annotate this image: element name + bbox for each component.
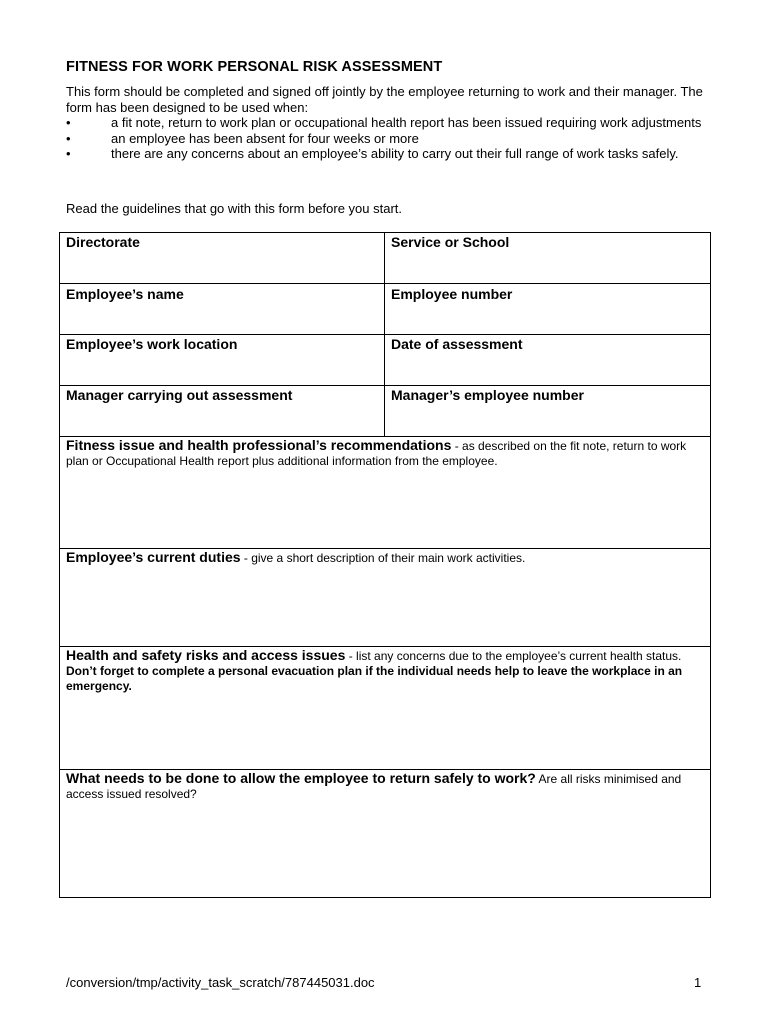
fitness-issue-field[interactable] (60, 437, 711, 549)
manager-label: Manager carrying out assessment (66, 387, 293, 403)
page-number: 1 (694, 975, 702, 990)
service-school-label: Service or School (391, 234, 510, 250)
manager-number-field[interactable] (385, 386, 711, 437)
form-row (60, 437, 711, 549)
bullet-icon: • (66, 130, 71, 146)
bullet-icon: • (66, 115, 71, 130)
intro-paragraph: This form should be completed and signed off jointly by the employee returning to work and their manager. The form has been designed to be used when: (66, 84, 703, 115)
date-assessment-label: Date of assessment (391, 336, 523, 352)
form-row (60, 770, 711, 898)
employee-name-field[interactable] (60, 284, 385, 335)
form-row (60, 233, 711, 284)
footer-file-path: /conversion/tmp/activity_task_scratch/787445031.doc (66, 975, 375, 990)
work-location-label: Employee’s work location (66, 336, 238, 352)
employee-number-label: Employee number (391, 286, 513, 302)
directorate-label: Directorate (66, 234, 140, 250)
date-assessment-field[interactable] (385, 335, 711, 386)
employee-name-label: Employee’s name (66, 286, 184, 302)
bullet-text: a fit note, return to work plan or occupational health report has been issued requiring work adjustments (111, 115, 702, 130)
fitness-issue-label: Fitness issue and health professional’s recommendations (66, 437, 452, 453)
health-safety-risks-description: - list any concerns due to the employee’s current health status. (345, 649, 682, 663)
service-school-field[interactable] (385, 233, 711, 284)
form-row (60, 284, 711, 335)
return-to-work-heading (66, 770, 704, 802)
document-title: FITNESS FOR WORK PERSONAL RISK ASSESSMENT (66, 59, 443, 75)
health-safety-risks-heading (66, 647, 704, 694)
current-duties-field[interactable] (60, 549, 711, 647)
form-row (60, 549, 711, 647)
fitness-issue-description: - as described on the fit note, return to work plan or Occupational Health report plus additional information from the employee. (66, 439, 687, 468)
bullet-text: there are any concerns about an employee’s ability to carry out their full range of work tasks safely. (111, 146, 679, 161)
list-item (66, 146, 706, 162)
current-duties-heading (66, 549, 704, 566)
form-row (60, 647, 711, 770)
health-safety-risks-label: Health and safety risks and access issues (66, 647, 346, 663)
form-row (60, 335, 711, 386)
manager-number-label: Manager’s employee number (391, 387, 584, 403)
list-item (66, 115, 706, 131)
return-to-work-field[interactable] (60, 770, 711, 898)
evacuation-plan-reminder: Don’t forget to complete a personal evacuation plan if the individual needs help to leave the workplace in an emergency. (66, 664, 683, 693)
health-safety-risks-field[interactable] (60, 647, 711, 770)
assessment-form-table (59, 232, 711, 898)
employee-number-field[interactable] (385, 284, 711, 335)
directorate-field[interactable] (60, 233, 385, 284)
return-to-work-label: What needs to be done to allow the employee to return safely to work? (66, 770, 536, 786)
form-row (60, 386, 711, 437)
work-location-field[interactable] (60, 335, 385, 386)
return-to-work-description: Are all risks minimised and access issued resolved? (66, 772, 682, 801)
bullet-icon: • (66, 146, 71, 161)
current-duties-label: Employee’s current duties (66, 549, 241, 565)
current-duties-description: - give a short description of their main work activities. (240, 551, 526, 565)
usage-bullet-list (66, 115, 706, 162)
fitness-issue-heading (66, 437, 704, 469)
list-item (66, 131, 706, 147)
guidelines-note: Read the guidelines that go with this form before you start. (66, 201, 403, 216)
bullet-text: an employee has been absent for four weeks or more (111, 130, 419, 146)
manager-field[interactable] (60, 386, 385, 437)
